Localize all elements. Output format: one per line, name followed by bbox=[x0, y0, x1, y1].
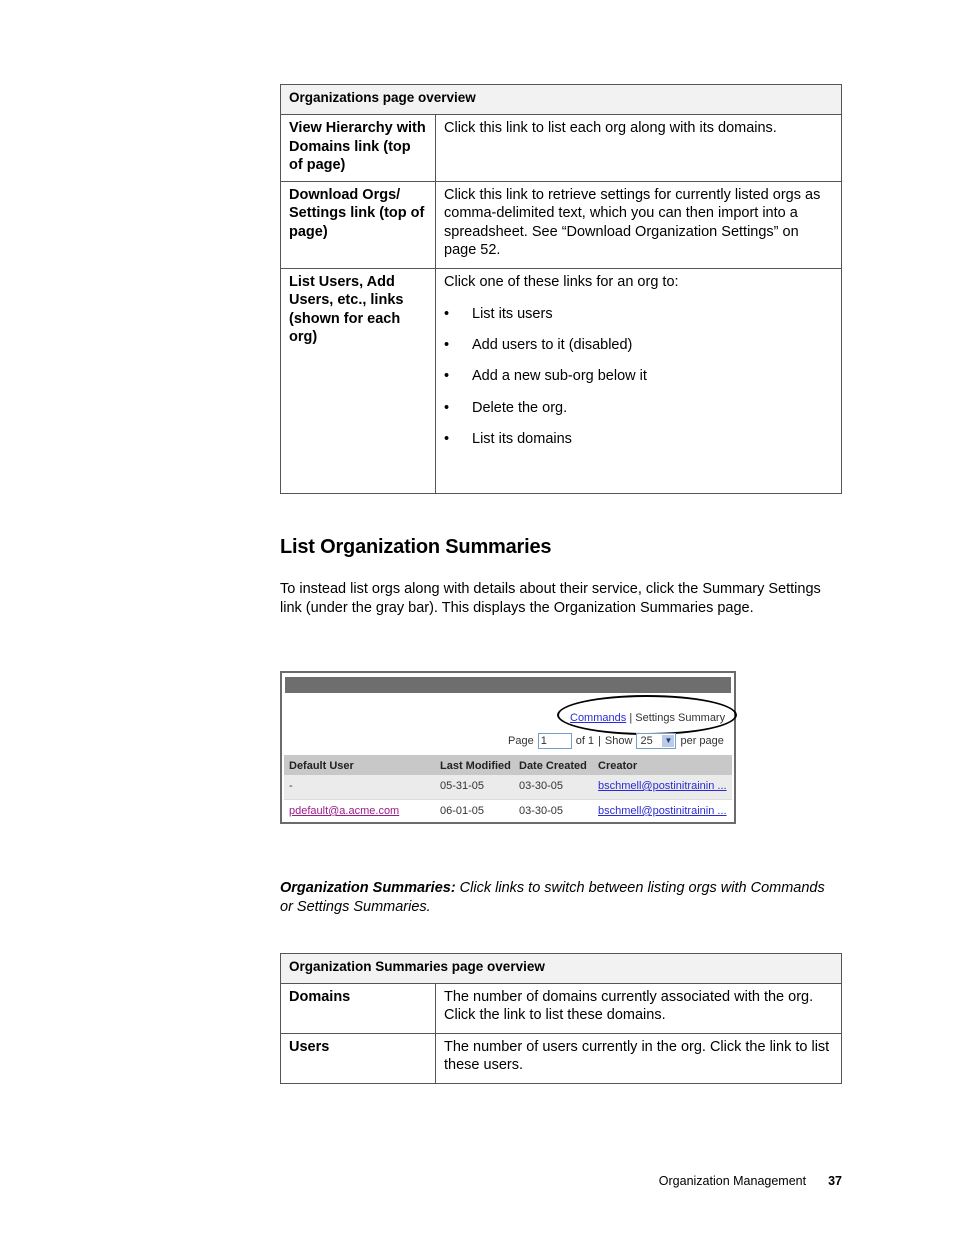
page-label: Page bbox=[508, 735, 534, 747]
last-modified-cell: 05-31-05 bbox=[440, 780, 485, 792]
row-description: Click this link to retrieve settings for currently listed orgs as comma-delimited text, which you can then import into a spreadsheet. See “Download Organization Settings” on page 52. bbox=[436, 181, 842, 268]
show-label: Show bbox=[604, 735, 633, 747]
column-header[interactable]: Creator bbox=[598, 760, 638, 772]
row-label: List Users, Add Users, etc., links (shown for each org) bbox=[281, 268, 436, 493]
caption-title: Organization Summaries: bbox=[280, 880, 456, 896]
creator-link[interactable]: bschmell@postinitrainin ... bbox=[598, 780, 727, 792]
table-row bbox=[281, 1033, 842, 1083]
table-row bbox=[284, 799, 732, 822]
default-user-link[interactable]: pdefault@a.acme.com bbox=[289, 805, 400, 817]
caption-text: Click links to switch between listing orgs with Commands or Settings Summaries. bbox=[280, 880, 825, 915]
row-label: Users bbox=[281, 1033, 436, 1083]
page-footer bbox=[659, 1174, 842, 1188]
bullet-icon: • bbox=[444, 399, 450, 416]
table-row bbox=[281, 983, 842, 1033]
gray-bar bbox=[285, 677, 731, 693]
per-page-select[interactable]: 25 ▼ bbox=[636, 733, 676, 749]
chevron-down-icon[interactable]: ▼ bbox=[662, 735, 674, 747]
row-intro: Click one of these links for an org to: bbox=[444, 273, 679, 290]
list-item: • Add a new sub-org below it bbox=[444, 368, 647, 385]
table-header: Organization Summaries page overview bbox=[281, 954, 842, 984]
page-count: of 1 bbox=[575, 735, 595, 747]
organization-summaries-screenshot bbox=[280, 671, 736, 824]
organizations-overview-table bbox=[280, 84, 842, 494]
date-created-cell: 03-30-05 bbox=[519, 780, 564, 792]
page-input[interactable]: 1 bbox=[538, 733, 572, 749]
row-label: Download Orgs/ Settings link (top of page) bbox=[281, 181, 436, 268]
bullet-icon: • bbox=[444, 306, 450, 322]
link-separator: | bbox=[629, 712, 633, 724]
settings-summary-link[interactable]: Settings Summary bbox=[635, 712, 726, 724]
default-user-cell: - bbox=[289, 780, 293, 792]
pager bbox=[508, 733, 724, 749]
commands-link[interactable]: Commands bbox=[570, 712, 627, 724]
bullet-icon: • bbox=[444, 430, 450, 447]
column-header[interactable]: Default User bbox=[289, 760, 354, 772]
last-modified-cell: 06-01-05 bbox=[440, 805, 485, 817]
section-paragraph: To instead list orgs along with details about their service, click the Summary Settings link (under the gray bar). This displays the Organization Summaries page. bbox=[280, 581, 821, 616]
row-description: The number of domains currently associated with the org. Click the link to list these domains. bbox=[436, 983, 842, 1033]
table-header: Organizations page overview bbox=[281, 85, 842, 115]
page-number: 37 bbox=[828, 1174, 842, 1188]
footer-section: Organization Management bbox=[658, 1174, 807, 1188]
row-description: The number of users currently in the org. Click the link to list these users. bbox=[436, 1033, 842, 1083]
list-item: • List its domains bbox=[444, 430, 572, 447]
list-item: • List its users bbox=[444, 306, 553, 322]
row-description bbox=[436, 268, 842, 493]
column-header[interactable]: Date Created bbox=[519, 760, 587, 772]
table-row bbox=[284, 775, 732, 799]
table-row bbox=[281, 181, 842, 268]
organization-summaries-overview-table bbox=[280, 953, 842, 1084]
row-label: Domains bbox=[281, 983, 436, 1033]
table-header-row bbox=[284, 755, 732, 775]
row-label: View Hierarchy with Domains link (top of page) bbox=[281, 115, 436, 182]
view-links bbox=[570, 712, 725, 724]
pager-separator: | bbox=[598, 735, 601, 747]
figure-caption bbox=[280, 879, 840, 916]
table-row bbox=[281, 115, 842, 182]
column-header[interactable]: Last Modified bbox=[440, 760, 511, 772]
creator-link[interactable]: bschmell@postinitrainin ... bbox=[598, 805, 727, 817]
bullet-icon: • bbox=[444, 337, 450, 354]
bullet-list bbox=[444, 305, 833, 448]
bullet-icon: • bbox=[444, 368, 450, 385]
row-description: Click this link to list each org along with its domains. bbox=[436, 115, 842, 182]
date-created-cell: 03-30-05 bbox=[519, 805, 564, 817]
section-heading: List Organization Summaries bbox=[280, 536, 552, 558]
per-page-label: per page bbox=[680, 735, 724, 747]
table-row bbox=[281, 268, 842, 493]
list-item: • Delete the org. bbox=[444, 399, 568, 416]
list-item: • Add users to it (disabled) bbox=[444, 337, 633, 354]
